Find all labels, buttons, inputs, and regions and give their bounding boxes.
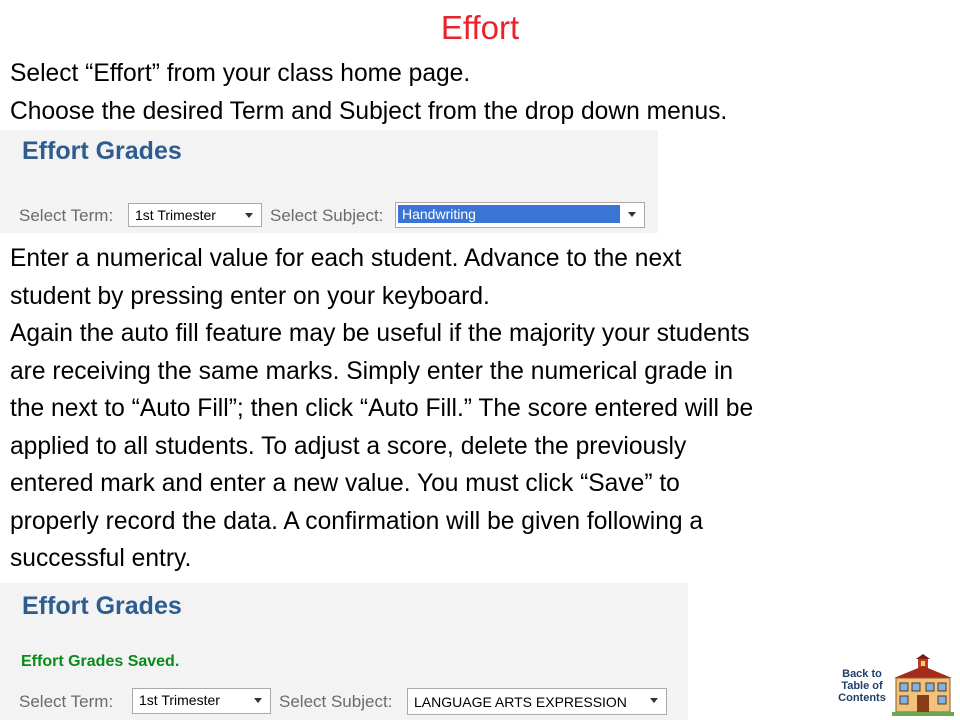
intro-paragraph: [10, 55, 727, 130]
toc-line: Contents: [838, 692, 886, 704]
subject-dropdown[interactable]: [395, 202, 645, 228]
subject-dropdown[interactable]: [407, 688, 667, 715]
select-term-label: Select Term:: [19, 692, 114, 711]
back-to-toc-link[interactable]: [832, 654, 954, 716]
toc-line: Back to: [842, 668, 882, 680]
term-dropdown[interactable]: [128, 203, 262, 227]
term-dropdown-value: 1st Trimester: [135, 207, 216, 223]
select-subject-label: Select Subject:: [279, 692, 393, 711]
term-dropdown-value: 1st Trimester: [139, 692, 220, 708]
subject-dropdown-value: Handwriting: [398, 205, 620, 223]
intro-line: Choose the desired Term and Subject from the drop down menus.: [10, 97, 728, 125]
select-term-label: Select Term:: [19, 206, 114, 225]
chevron-down-icon: [245, 213, 253, 218]
schoolhouse-icon: [892, 654, 954, 716]
toc-line: Table of: [841, 680, 883, 692]
body-line: Again the auto fill feature may be useful if the majority your students: [10, 320, 750, 347]
select-subject-label: Select Subject:: [270, 206, 384, 225]
slide-title: Effort: [440, 9, 520, 46]
intro-line: Select “Effort” from your class home page.: [10, 60, 471, 87]
body-line: student by pressing enter on your keyboard.: [10, 282, 490, 310]
chevron-down-icon: [650, 698, 658, 703]
term-dropdown[interactable]: [132, 688, 271, 714]
body-line: the next to “Auto Fill”; then click “Auto Fill.” The score entered will be: [10, 395, 754, 422]
toc-link-text: [834, 668, 890, 704]
body-line: properly record the data. A confirmation will be given following a: [10, 507, 704, 535]
effort-grades-heading: Effort Grades: [22, 592, 182, 620]
body-line: are receiving the same marks. Simply enter the numerical grade in: [10, 357, 734, 385]
chevron-down-icon: [254, 698, 262, 703]
instructions-paragraph: [10, 240, 753, 578]
body-line: applied to all students. To adjust a score, delete the previously: [10, 432, 687, 460]
subject-dropdown-value: LANGUAGE ARTS EXPRESSION: [414, 694, 627, 710]
body-line: Enter a numerical value for each student. Advance to the next: [10, 245, 682, 272]
effort-grades-heading: Effort Grades: [22, 137, 182, 165]
body-line: successful entry.: [10, 545, 192, 572]
chevron-down-icon: [628, 212, 636, 217]
body-line: entered mark and enter a new value. You must click “Save” to: [10, 470, 680, 497]
saved-confirmation: Effort Grades Saved.: [21, 653, 180, 670]
